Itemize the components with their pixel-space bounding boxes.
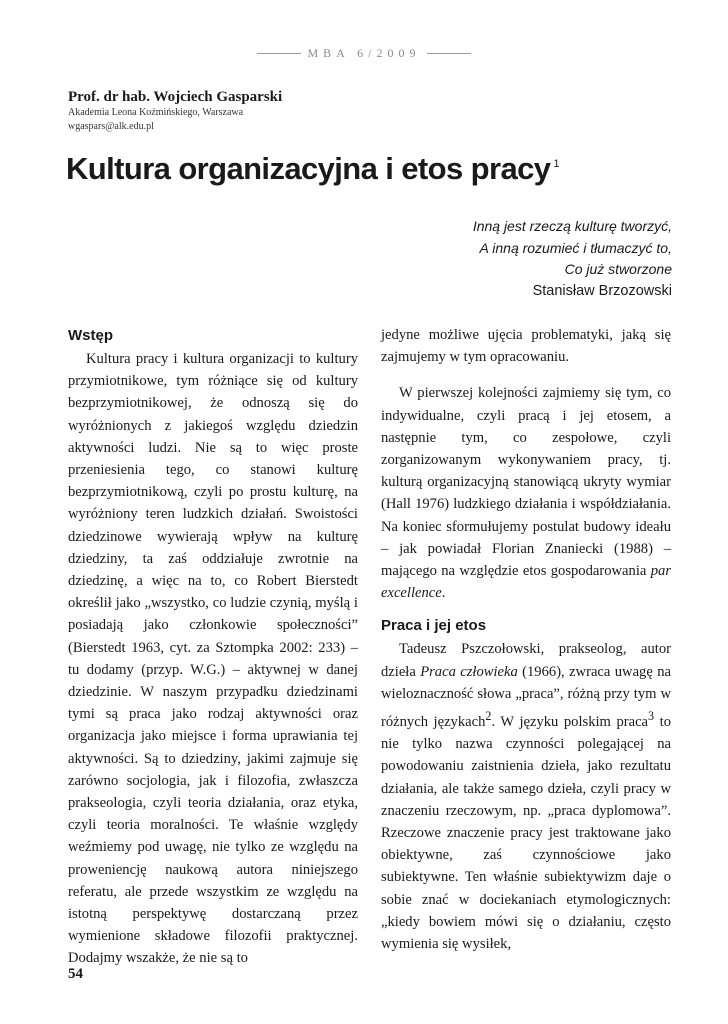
book-title: Praca człowieka (420, 663, 518, 680)
footnote-marker-3: 3 (648, 709, 655, 724)
article-title (66, 142, 559, 191)
work-text-b: (1966), zwraca uwagę na wieloznaczność słowa „praca”, różną przy tym w różnych językach (381, 663, 671, 730)
author-name: Prof. dr hab. Wojciech Gasparski (68, 89, 283, 105)
title-footnote-marker: 1 (553, 158, 559, 170)
work-text-c: . W języku polskim praca (491, 713, 649, 730)
section-heading-work: Praca i jej etos (381, 617, 487, 635)
work-text-d: to nie tylko nazwa czynności polegającej na powodowaniu zaistnienia dzieła, jako rezultatu działania, ale także samego dzieła, czyli pracy w znaczeniu rzeczowym, np. „praca dyplomowa”. Rzeczowe znaczenie pracy jest traktowane jako obiektywne, zaś czynnościowe jako subiektywne. Ten właśnie subiektywizm daje o sobie znać w dociekaniach etymologicznych: „kiedy bowiem mówi się o działaniu, często wymienia się wysiłek, (381, 713, 672, 952)
work-paragraph (381, 638, 671, 955)
footnote-marker-2: 2 (485, 709, 492, 724)
epigraph-attribution: Stanisław Brzozowski (532, 282, 672, 299)
right-column (381, 324, 671, 955)
running-head (0, 46, 728, 61)
section-heading-intro: Wstęp (68, 327, 113, 344)
continuation-paragraph: jedyne możliwe ujęcia problematyki, jaką się zajmujemy w tym opracowaniu. (381, 327, 671, 366)
running-head-rule-right (427, 53, 471, 54)
outline-paragraph (381, 382, 671, 604)
epigraph-line: A inną rozumieć i tłumaczyć to, (479, 239, 672, 256)
outline-end: . (441, 585, 446, 602)
italic-phrase: par excellence (381, 563, 671, 602)
epigraph-line: Inną jest rzeczą kulturę tworzyć, (472, 218, 672, 234)
work-text-a: Tadeusz Pszczołowski, prakseolog, autor dzieła (381, 641, 671, 680)
page-number: 54 (68, 966, 83, 982)
author-affiliation: Akademia Leona Koźmińskiego, Warszawa (68, 107, 244, 118)
intro-paragraph: Kultura pracy i kultura organizacji to kultury przymiotnikowe, tym różniące się od kultury bezprzymiotnikowej, że odnoszą się do wyróżnionych z jakiegoś względu dziedzin aktywności ludzi. Nie są to więc proste przeniesienia tego, co stanowi kulturę bezprzymiotnikową, czyli po prostu kulturę, na wyróżniony teren ludzkich działań. Swoistości dziedzinowe wywierają wpływ na kulturę dziedziny, ta zaś oddziałuje zwrotnie na dziedzinę, a więc na to, co Robert Bierstedt określił jako „wszystko, co ludzie czynią, myślą i posiadają jako członkowie społeczności” (Bierstedt 1963, cyt. za Sztompka 2002: 233) – tu dodamy (przyp. W.G.) – aktywnej w danej dziedzinie. W naszym przypadku dziedzinami tymi są praca jako rodzaj aktywności oraz organizacja jako miejsce i forma uprawiania tej aktywności. Są to dziedziny, jakimi zajmuje się zarówno socjologia, jak i filozofia, zwłaszcza prakseologia, czyli teoria działania, oraz etyka, czyli teoria moralności. Te właśnie względy weźmiemy pod uwagę, nie tylko ze względu na proweniencję naukową autora niniejszego referatu, ale przede wszystkim ze względu na istotną perspektywę dostarczaną przez wymienione składowe filozofii praktycznej. Dodajmy wszakże, że nie są to (68, 351, 358, 967)
left-column (68, 324, 358, 970)
author-email: wgaspars@alk.edu.pl (68, 121, 154, 132)
paragraph-spacer (381, 368, 671, 382)
epigraph-line: Co już stworzone (564, 261, 672, 277)
running-head-rule-left (257, 53, 301, 54)
article-title-text: Kultura organizacyjna i etos pracy (66, 151, 551, 186)
author-block (68, 88, 282, 134)
epigraph (473, 216, 672, 302)
section-spacer (381, 604, 671, 614)
outline-text: W pierwszej kolejności zajmiemy się tym, co indywidualne, czyli pracą i jej etosem, a następnie tym, co zespołowe, czyli zorganizowanym wykonywaniem pracy, tj. kulturą organizacyjną stanowiącą ukryty wymiar (Hall 1976) ludzkiego działania i współdziałania. Na koniec sformułujemy postulat budowy ideału – jak powiadał Florian Znaniecki (1988) – mającego na względzie etos gospodarowania (381, 385, 671, 580)
running-head-text: MBA 6/2009 (307, 46, 421, 60)
